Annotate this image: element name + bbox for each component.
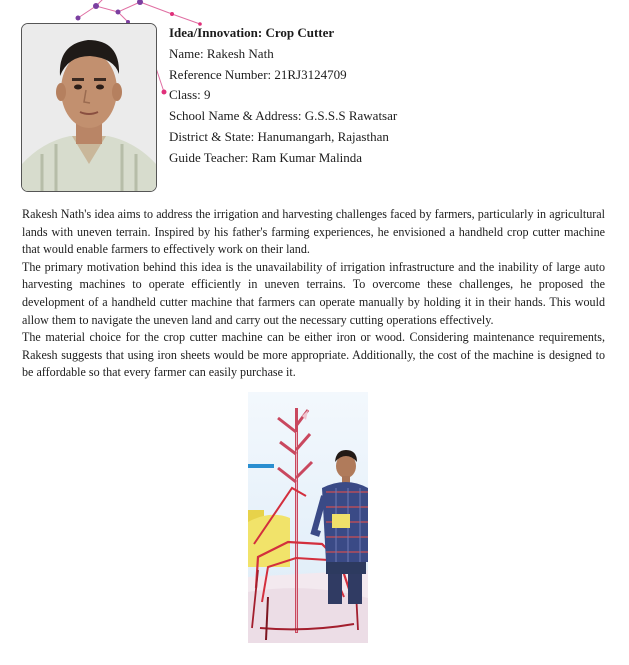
crop-cutter-model-photo: [248, 392, 368, 643]
student-portrait: [21, 23, 157, 192]
student-name: Name: Rakesh Nath: [169, 45, 274, 61]
school-name: School Name & Address: G.S.S.S Rawatsar: [169, 108, 398, 124]
description-paragraph: The primary motivation behind this idea is the unavailability of irrigation infrastructure and the inability of large auto harvesting machines to operate efficiently in uneven terrains. To overcome these challenges, he proposed the development of a handheld cutter machine that farmers can operate manually by holding it in their hands. This would allow them to navigate the uneven land and carry out the necessary cutting operations effectively.: [22, 259, 605, 327]
guide-teacher: Guide Teacher: Ram Kumar Malinda: [169, 149, 363, 165]
idea-description: [22, 206, 605, 382]
student-class: Class: 9: [169, 87, 211, 103]
profile-info: [169, 23, 397, 169]
reference-number: Reference Number: 21RJ3124709: [169, 66, 347, 82]
idea-title: Idea/Innovation: Crop Cutter: [169, 25, 335, 40]
description-paragraph: Rakesh Nath's idea aims to address the irrigation and harvesting challenges faced by farmers, particularly in agricultural lands with uneven terrain. Inspired by his father's farming experiences, he envisioned a handheld crop cutter machine that would enable farmers to effectively work on their land.: [22, 207, 605, 257]
district-state: District & State: Hanumangarh, Rajasthan: [169, 128, 389, 144]
description-paragraph: The material choice for the crop cutter machine can be either iron or wood. Considering maintenance requirements, Rakesh suggests that using iron sheets would be more appropriate. Additionally, the cost of the machine is designed to be affordable so that every farmer can easily purchase it.: [22, 330, 605, 380]
crop-cutter-model-photo-icon: [248, 392, 368, 643]
student-portrait-icon: [22, 24, 156, 191]
